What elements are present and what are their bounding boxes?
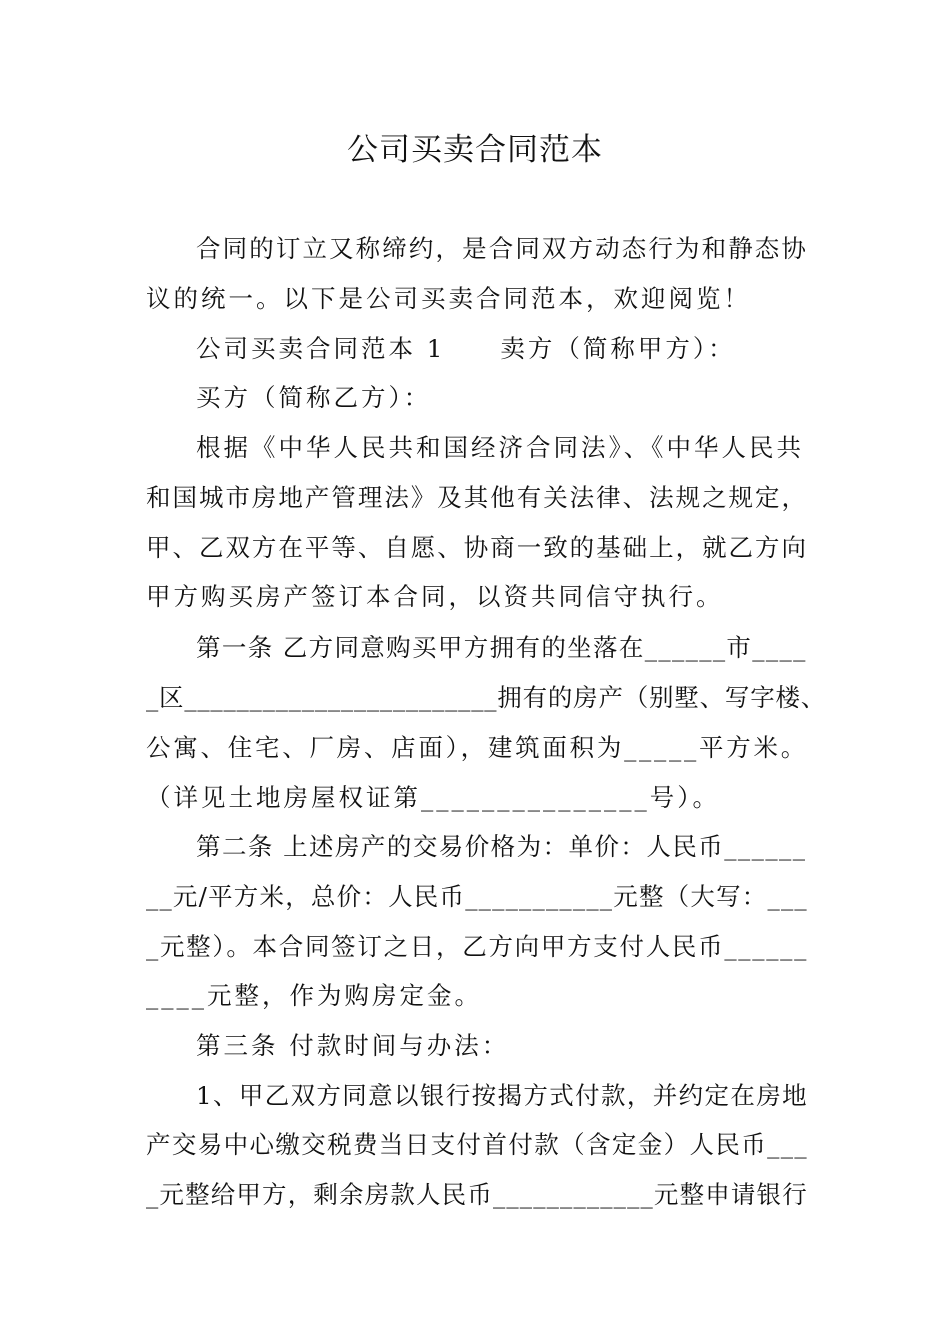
- paragraph-line: _区________________________拥有的房产（别墅、写字楼、: [146, 683, 827, 712]
- paragraph-line: __元/平方米，总价：人民币___________元整（大写：___: [146, 882, 808, 911]
- paragraph-line: 和国城市房地产管理法》及其他有关法律、法规之规定，: [146, 483, 808, 512]
- paragraph-line: 第三条 付款时间与办法：: [196, 1031, 510, 1060]
- paragraph-line: 1、甲乙双方同意以银行按揭方式付款，并约定在房地: [196, 1081, 808, 1110]
- paragraph-line: 第一条 乙方同意购买甲方拥有的坐落在______市____: [196, 633, 807, 662]
- paragraph-line: 根据《中华人民共和国经济合同法》、《中华人民共: [196, 433, 804, 462]
- paragraph-line: _元整）。本合同签订之日，乙方向甲方支付人民币______: [146, 932, 809, 961]
- paragraph-line: 议的统一。以下是公司买卖合同范本，欢迎阅览！: [146, 284, 751, 313]
- paragraph-line: 买方（简称乙方）：: [196, 383, 432, 412]
- paragraph-line: 甲方购买房产签订本合同，以资共同信守执行。: [146, 582, 724, 611]
- paragraph-line: 公司买卖合同范本 1 卖方（简称甲方）：: [196, 334, 736, 363]
- paragraph-line: 产交易中心缴交税费当日支付首付款（含定金）人民币___: [146, 1130, 809, 1159]
- paragraph-line: 第二条 上述房产的交易价格为：单价：人民币______: [196, 832, 807, 861]
- paragraph-line: _元整给甲方，剩余房款人民币____________元整申请银行: [146, 1180, 808, 1209]
- paragraph-line: （详见土地房屋权证第_______________号）。: [146, 783, 720, 812]
- paragraph-line: 公寓、住宅、厂房、店面），建筑面积为_____平方米。: [146, 733, 808, 762]
- paragraph-line: 合同的订立又称缔约，是合同双方动态行为和静态协: [196, 234, 809, 263]
- document-title: 公司买卖合同范本: [347, 132, 603, 168]
- paragraph-line: ____元整，作为购房定金。: [146, 981, 482, 1010]
- paragraph-line: 甲、乙双方在平等、自愿、协商一致的基础上，就乙方向: [146, 533, 808, 562]
